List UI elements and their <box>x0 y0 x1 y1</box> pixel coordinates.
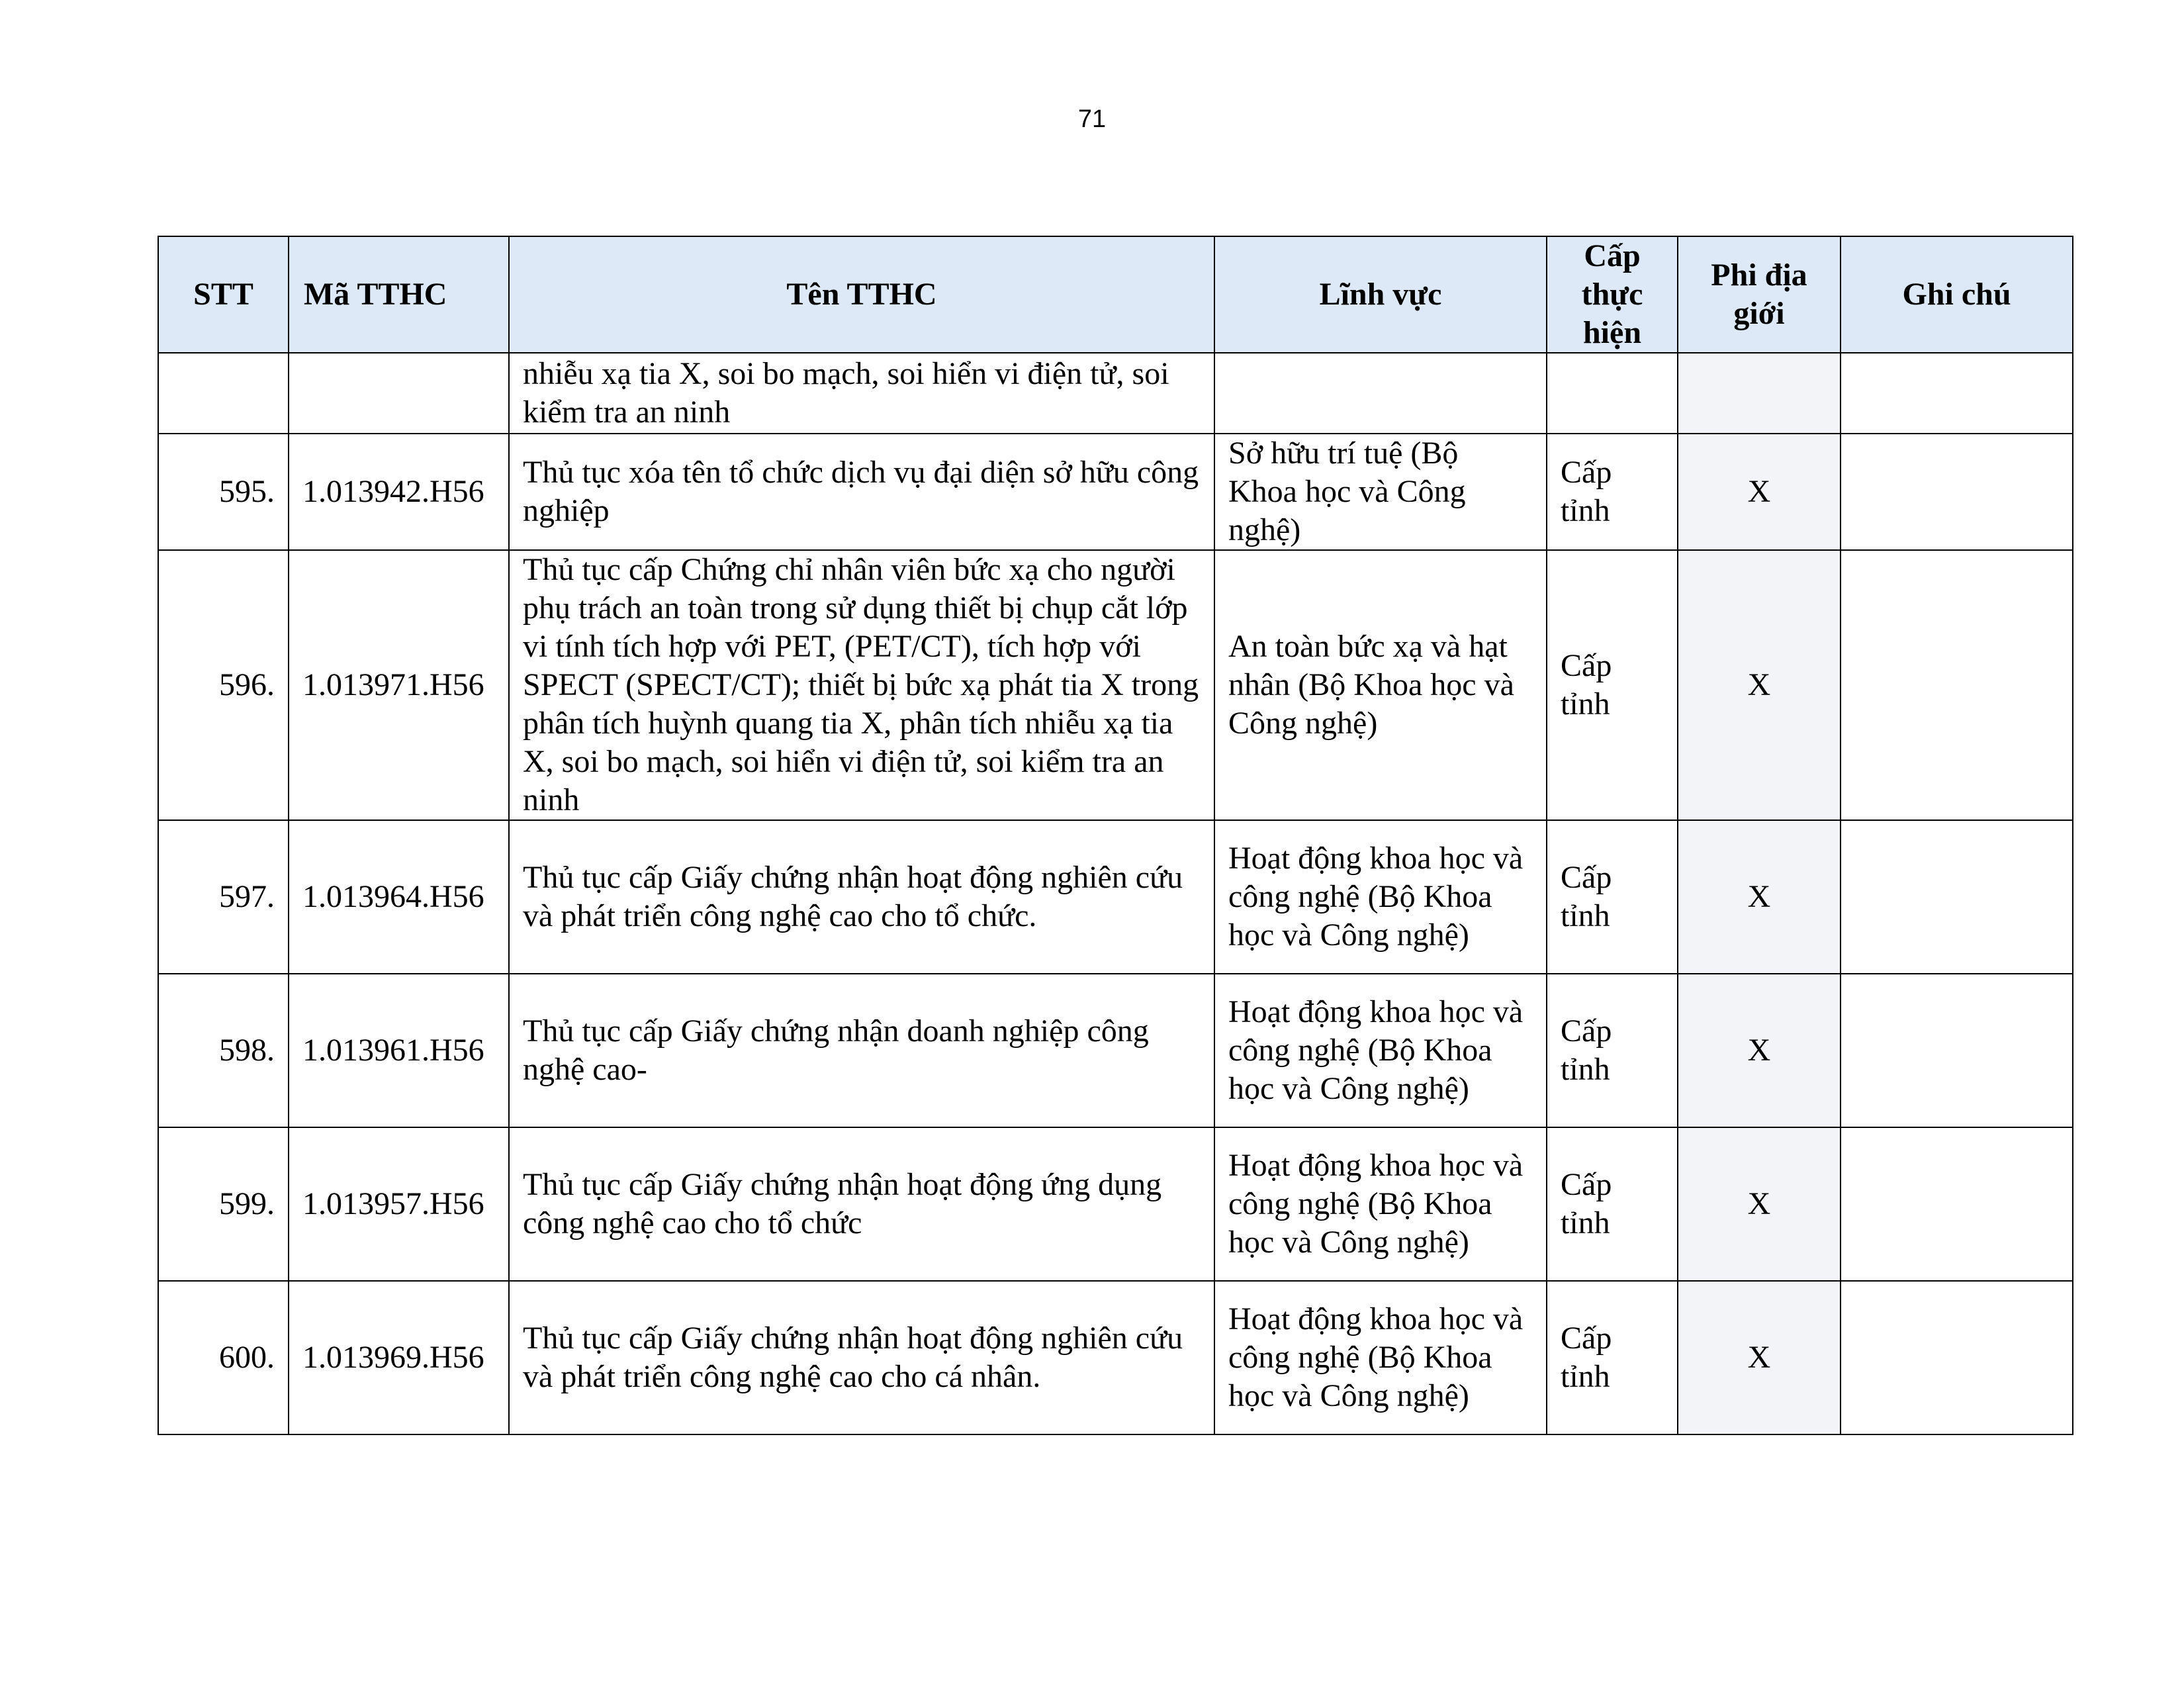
cell-non-geo: X <box>1678 1281 1841 1434</box>
table-row <box>158 820 2073 974</box>
cell-note <box>1841 353 2073 434</box>
table-row <box>158 1281 2073 1434</box>
procedures-table <box>158 236 2073 1435</box>
cell-stt: 598. <box>158 974 289 1127</box>
cell-stt: 600. <box>158 1281 289 1434</box>
header-field: Lĩnh vực <box>1214 236 1547 353</box>
cell-note <box>1841 820 2073 974</box>
table-row <box>158 550 2073 820</box>
cell-non-geo: X <box>1678 820 1841 974</box>
table-body <box>158 353 2073 1434</box>
cell-note <box>1841 1281 2073 1434</box>
cell-note <box>1841 974 2073 1127</box>
cell-level: Cấp tỉnh <box>1547 1127 1678 1281</box>
cell-note <box>1841 1127 2073 1281</box>
cell-note <box>1841 550 2073 820</box>
cell-non-geo: X <box>1678 974 1841 1127</box>
cell-name: Thủ tục cấp Giấy chứng nhận hoạt động ứng dụng công nghệ cao cho tổ chức <box>509 1127 1214 1281</box>
cell-non-geo: X <box>1678 550 1841 820</box>
header-name: Tên TTHC <box>509 236 1214 353</box>
cell-field: Hoạt động khoa học và công nghệ (Bộ Khoa học và Công nghệ) <box>1214 1281 1547 1434</box>
cell-field: Hoạt động khoa học và công nghệ (Bộ Khoa học và Công nghệ) <box>1214 1127 1547 1281</box>
cell-code: 1.013961.H56 <box>289 974 509 1127</box>
cell-stt: 595. <box>158 434 289 550</box>
header-stt: STT <box>158 236 289 353</box>
cell-name: nhiễu xạ tia X, soi bo mạch, soi hiển vi điện tử, soi kiểm tra an ninh <box>509 353 1214 434</box>
cell-name: Thủ tục cấp Giấy chứng nhận doanh nghiệp công nghệ cao- <box>509 974 1214 1127</box>
cell-stt: 596. <box>158 550 289 820</box>
cell-name: Thủ tục xóa tên tổ chức dịch vụ đại diện sở hữu công nghiệp <box>509 434 1214 550</box>
header-level: Cấp thực hiện <box>1547 236 1678 353</box>
cell-stt <box>158 353 289 434</box>
header-non-geo: Phi địa giới <box>1678 236 1841 353</box>
cell-field: Hoạt động khoa học và công nghệ (Bộ Khoa học và Công nghệ) <box>1214 974 1547 1127</box>
cell-field <box>1214 353 1547 434</box>
header-note: Ghi chú <box>1841 236 2073 353</box>
header-code: Mã TTHC <box>289 236 509 353</box>
header-row <box>158 236 2073 353</box>
cell-stt: 599. <box>158 1127 289 1281</box>
cell-non-geo <box>1678 353 1841 434</box>
cell-field: Hoạt động khoa học và công nghệ (Bộ Khoa học và Công nghệ) <box>1214 820 1547 974</box>
cell-stt: 597. <box>158 820 289 974</box>
cell-field: An toàn bức xạ và hạt nhân (Bộ Khoa học và Công nghệ) <box>1214 550 1547 820</box>
cell-non-geo: X <box>1678 1127 1841 1281</box>
cell-field: Sở hữu trí tuệ (Bộ Khoa học và Công nghệ) <box>1214 434 1547 550</box>
cell-level: Cấp tỉnh <box>1547 820 1678 974</box>
table-row <box>158 974 2073 1127</box>
cell-level <box>1547 353 1678 434</box>
table-row <box>158 1127 2073 1281</box>
cell-level: Cấp tỉnh <box>1547 1281 1678 1434</box>
cell-code <box>289 353 509 434</box>
cell-level: Cấp tỉnh <box>1547 434 1678 550</box>
cell-code: 1.013964.H56 <box>289 820 509 974</box>
table-row <box>158 434 2073 550</box>
cell-level: Cấp tỉnh <box>1547 974 1678 1127</box>
cell-code: 1.013957.H56 <box>289 1127 509 1281</box>
cell-name: Thủ tục cấp Giấy chứng nhận hoạt động nghiên cứu và phát triển công nghệ cao cho cá nhân. <box>509 1281 1214 1434</box>
cell-name: Thủ tục cấp Giấy chứng nhận hoạt động nghiên cứu và phát triển công nghệ cao cho tổ chức. <box>509 820 1214 974</box>
page-number: 71 <box>1077 105 1107 133</box>
cell-code: 1.013971.H56 <box>289 550 509 820</box>
cell-code: 1.013969.H56 <box>289 1281 509 1434</box>
cell-non-geo: X <box>1678 434 1841 550</box>
table-row-continuation <box>158 353 2073 434</box>
cell-code: 1.013942.H56 <box>289 434 509 550</box>
cell-note <box>1841 434 2073 550</box>
cell-name: Thủ tục cấp Chứng chỉ nhân viên bức xạ cho người phụ trách an toàn trong sử dụng thiết bị chụp cắt lớp vi tính tích hợp với PET, (PET/CT), tích hợp với SPECT (SPECT/CT); thiết bị bức xạ phát tia X trong phân tích huỳnh quang tia X, phân tích nhiễu xạ tia X, soi bo mạch, soi hiển vi điện tử, soi kiểm tra an ninh <box>509 550 1214 820</box>
table-header <box>158 236 2073 353</box>
cell-level: Cấp tỉnh <box>1547 550 1678 820</box>
